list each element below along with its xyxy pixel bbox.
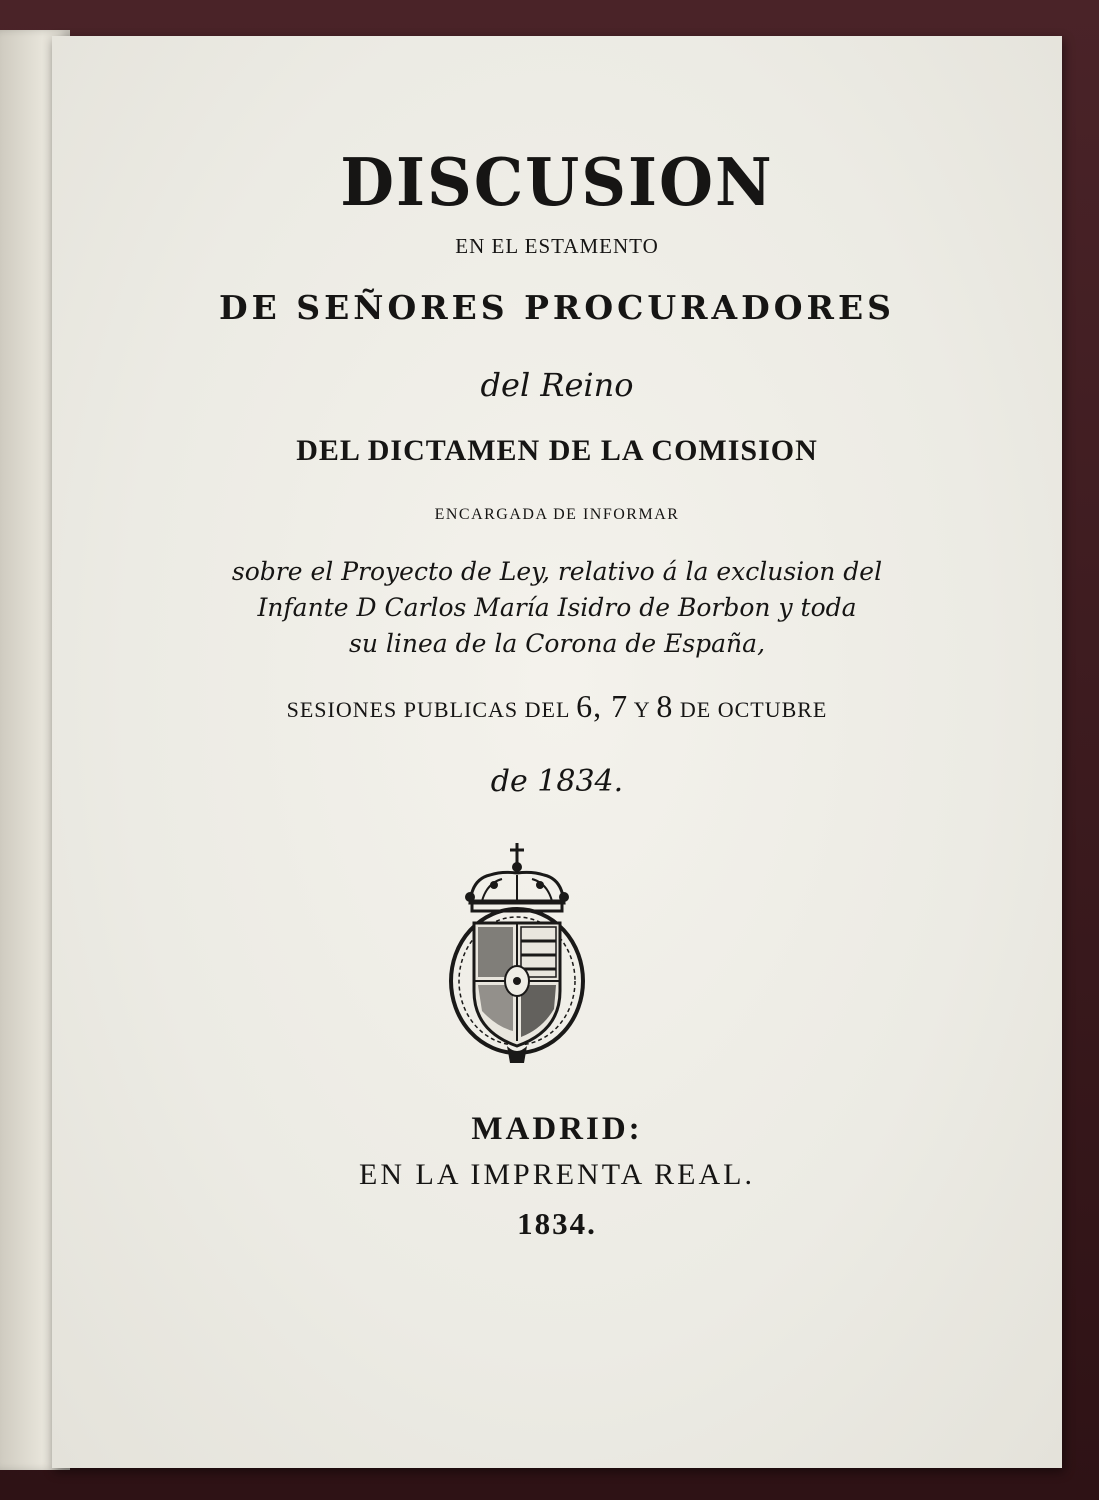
subtitle-reino: del Reino — [480, 366, 634, 404]
description-line: sobre el Proyecto de Ley, relativo á la exclusion del — [231, 557, 883, 586]
subtitle-estamento: EN EL ESTAMENTO — [455, 234, 659, 258]
sessions-suffix: DE OCTUBRE — [679, 697, 828, 722]
imprint-printer: EN LA IMPRENTA REAL. — [359, 1158, 755, 1191]
imprint-year: 1834. — [517, 1206, 597, 1241]
sessions-and: Y — [633, 697, 650, 722]
sessions-last-day: 8 — [656, 688, 674, 724]
subtitle-dictamen: DEL DICTAMEN DE LA COMISION — [296, 434, 818, 467]
imprint-city: MADRID: — [471, 1111, 643, 1147]
subtitle-procuradores: DE SEÑORES PROCURADORES — [219, 288, 895, 327]
description-line: Infante D Carlos María Isidro de Borbon y toda — [257, 593, 857, 622]
subtitle-encargada: ENCARGADA DE INFORMAR — [434, 506, 680, 523]
sessions-days: 6, 7 — [576, 688, 629, 724]
title-page — [52, 36, 1062, 1468]
coat-of-arms-icon — [442, 841, 592, 1066]
description-block — [52, 554, 1062, 662]
year-line: de 1834. — [490, 764, 624, 799]
main-title: DISCUSION — [340, 144, 774, 221]
sessions-line — [52, 688, 1062, 725]
sessions-prefix: SESIONES PUBLICAS DEL — [286, 697, 570, 722]
description-line: su linea de la Corona de España, — [348, 629, 766, 658]
